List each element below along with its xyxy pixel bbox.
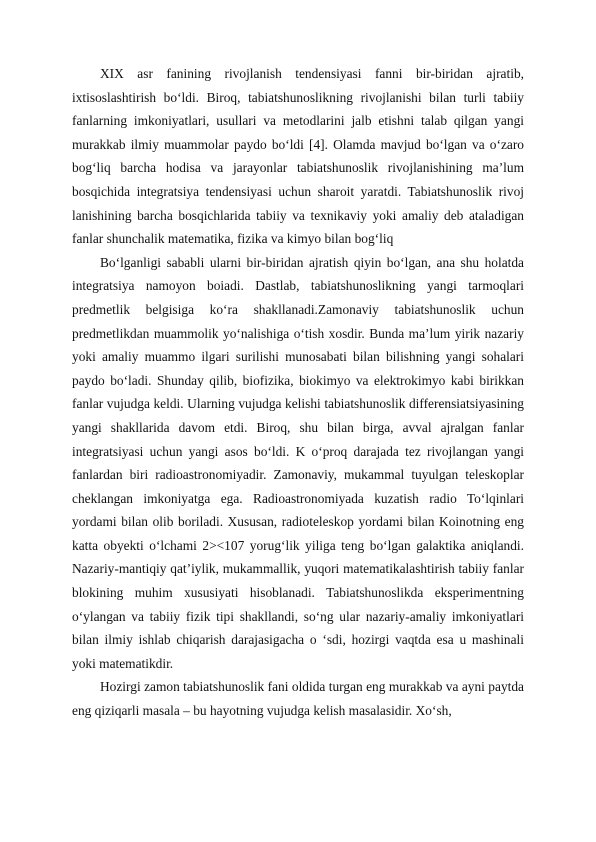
paragraph-origin-of-life: Hozirgi zamon tabiatshunoslik fani oldida turgan eng murakkab va ayni paytda eng qiziqarli masala – bu hayotning vujudga kelish masalasidir. Xo‘sh, — [72, 679, 524, 719]
paragraph-integration: Bo‘lganligi sababli ularni bir-biridan ajratish qiyin bo‘lgan, ana shu holatda integratsiya namoyon boiadi. Dastlab, tabiatshunoslikning yangi tarmoqlari predmetlik belgisiga ko‘ra shakllanadi.Zamonaviy tabiatshunoslik uchun predmetlikdan muammolik yo‘nalishiga o‘tish xosdir. Bunda ma’lum yirik nazariy yoki amaliy muammo ilgari surilishi munosabati bilan bilishning yangi sohalari paydo bo‘ladi. Shunday qilib, biofizika, biokimyo va elektrokimyo kabi birikkan fanlar vujudga keldi. Ularning vujudga kelishi tabiatshunoslik differensiatsiyasining yangi shakllarida davom etdi. Biroq, shu bilan birga, avval ajralgan fanlar integratsiyasi uchun yangi asos bo‘ldi. K o‘proq darajada tez rivojlangan yangi fanlardan biri radioastronomiyadir. Zamonaviy, mukammal tuyulgan teleskoplar cheklangan imkoniyatga ega. Radioastronomiyada kuzatish radio To‘lqinlari yordami bilan olib boriladi. Xususan, radioteleskop yordami bilan Koinotning eng katta obyekti o‘lchami 2><107 yorug‘lik yiliga teng bo‘lgan galaktika aniqlandi. Nazariy-mantiqiy qat’iylik, mukammallik, yuqori matematikalashtirish tabiiy fanlar blokining muhim xususiyati hisoblanadi. Tabiatshunoslikda eksperimentning o‘ylangan va tabiiy fizik tipi shakllandi, so‘ng ular nazariy-amaliy imkoniyatlari bilan ilmiy ishlab chiqarish darajasigacha o ‘sdi, hozirgi vaqtda esa u mashinali yoki matematikdir. — [72, 254, 524, 671]
paragraph-specialization: XIX asr fanining rivojlanish tendensiyasi fanni bir-biridan ajratib, ixtisoslashtirish bo‘ldi. Biroq, tabiatshunoslikning rivojlanishi bilan turli tabiiy fanlarning imkoniyatlari, usullari va metodlarini jalb etishni talab qilgan yangi murakkab ilmiy muammolar paydo bo‘ldi [4]. Olamda mavjud bo‘lgan va o‘zaro bog‘liq barcha hodisa va jarayonlar tabiatshunoslik rivojlanishining ma’lum bosqichida integratsiya tendensiyasi uchun sharoit yaratdi. Tabiatshunoslik rivoj lanishining barcha bosqichlarida tabiiy va texnikaviy yoki amaliy deb ataladigan fanlar shunchalik matematika, fizika va kimyo bilan bog‘liq — [72, 66, 524, 247]
document-page — [72, 62, 524, 723]
